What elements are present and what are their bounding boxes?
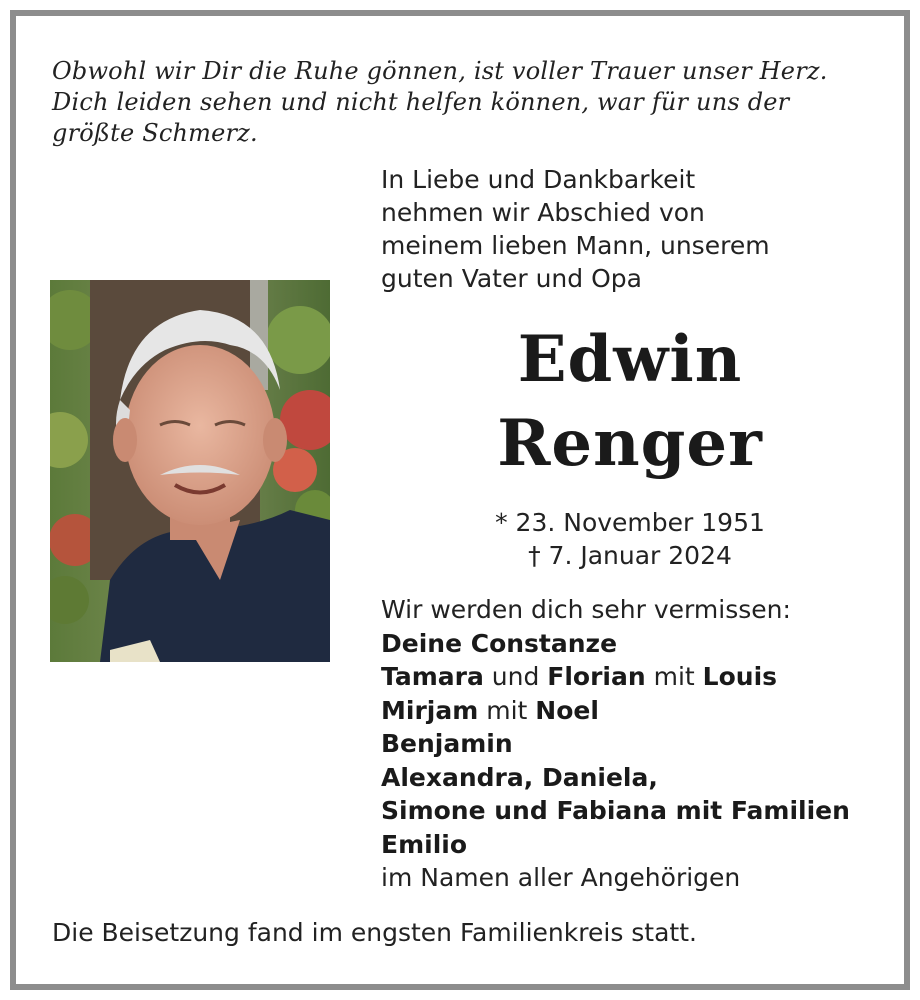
mourner-louis: Louis xyxy=(702,662,778,691)
last-name: Renger xyxy=(497,406,763,481)
burial-note: Die Beisetzung fand im engsten Familienkreis statt. xyxy=(52,918,697,947)
mourner-line-5: Alexandra, Daniela, xyxy=(381,762,658,792)
portrait-photo xyxy=(50,280,330,662)
death-date: † 7. Januar 2024 xyxy=(528,541,732,570)
mourners-closing: im Namen aller Angehörigen xyxy=(381,863,741,892)
mourner-mirjam: Mirjam xyxy=(381,695,479,725)
first-name: Edwin xyxy=(517,322,743,397)
deceased-name xyxy=(380,318,880,486)
mourner-line-2 xyxy=(381,660,901,694)
mourner-line-4: Benjamin xyxy=(381,729,513,758)
intro-text xyxy=(381,163,861,295)
mourners-heading: Wir werden dich sehr vermissen: xyxy=(381,595,791,624)
life-dates xyxy=(380,506,880,572)
poem-line-2: Dich leiden sehen und nicht helfen können, war für uns der xyxy=(52,88,790,116)
connector-and: und xyxy=(483,662,548,691)
poem xyxy=(52,56,892,149)
mourner-line-6: Simone und Fabiana mit Familien xyxy=(381,796,850,825)
mourner-florian: Florian xyxy=(547,662,646,691)
mourner-tamara: Tamara xyxy=(381,662,484,691)
intro-line-3: meinem lieben Mann, unserem xyxy=(381,231,770,260)
mourner-noel: Noel xyxy=(535,695,599,725)
mourner-line-7: Emilio xyxy=(381,829,468,859)
connector-with: mit xyxy=(478,695,536,725)
intro-line-1: In Liebe und Dankbarkeit xyxy=(381,165,696,194)
intro-line-4: guten Vater und Opa xyxy=(381,264,642,293)
birth-date: * 23. November 1951 xyxy=(495,508,765,537)
mourner-line-3 xyxy=(381,694,901,728)
mourners-list xyxy=(381,593,901,895)
connector-with: mit xyxy=(645,662,703,691)
poem-line-1: Obwohl wir Dir die Ruhe gönnen, ist voller Trauer unser Herz. xyxy=(52,57,828,85)
mourner-line-1: Deine Constanze xyxy=(381,628,618,658)
intro-line-2: nehmen wir Abschied von xyxy=(381,198,705,227)
poem-line-3: größte Schmerz. xyxy=(52,119,258,147)
